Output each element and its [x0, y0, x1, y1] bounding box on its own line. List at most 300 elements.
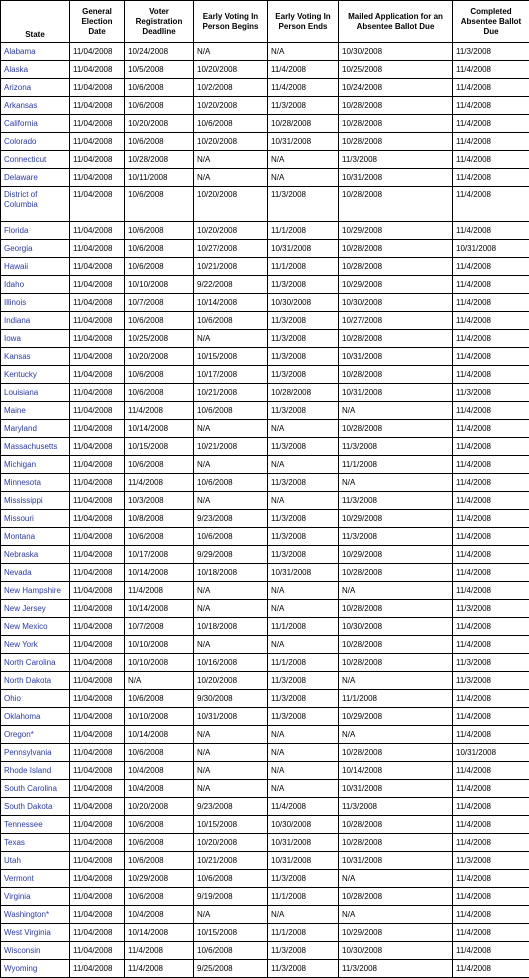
state-link[interactable]: Idaho — [4, 280, 24, 289]
election-date-cell: 11/04/2008 — [70, 312, 125, 330]
mailed-application-cell: 10/28/2008 — [339, 834, 453, 852]
state-link[interactable]: South Carolina — [4, 784, 57, 793]
table-row — [1, 222, 529, 240]
election-date-cell: 11/04/2008 — [70, 834, 125, 852]
table-header — [1, 1, 529, 43]
state-link[interactable]: Tennessee — [4, 820, 43, 829]
election-date-cell: 11/04/2008 — [70, 690, 125, 708]
early-voting-ends-cell: N/A — [268, 726, 339, 744]
election-date-cell: 11/04/2008 — [70, 402, 125, 420]
mailed-application-cell: 10/25/2008 — [339, 61, 453, 79]
election-date-cell: 11/04/2008 — [70, 492, 125, 510]
completed-absentee-cell: 11/4/2008 — [453, 222, 529, 240]
state-link[interactable]: Utah — [4, 856, 21, 865]
state-cell — [1, 618, 70, 636]
state-link[interactable]: Florida — [4, 226, 28, 235]
state-link[interactable]: West Virginia — [4, 928, 51, 937]
state-cell — [1, 169, 70, 187]
state-cell — [1, 906, 70, 924]
completed-absentee-cell: 11/4/2008 — [453, 798, 529, 816]
state-link[interactable]: Kentucky — [4, 370, 37, 379]
voter-registration-cell: 10/4/2008 — [125, 780, 194, 798]
early-voting-ends-cell: N/A — [268, 906, 339, 924]
state-link[interactable]: Minnesota — [4, 478, 41, 487]
early-voting-begins-cell: 10/15/2008 — [194, 816, 268, 834]
early-voting-begins-cell: 9/30/2008 — [194, 690, 268, 708]
voter-registration-cell: 10/10/2008 — [125, 654, 194, 672]
completed-absentee-cell: 11/4/2008 — [453, 258, 529, 276]
state-link[interactable]: Illinois — [4, 298, 26, 307]
early-voting-ends-cell: 10/31/2008 — [268, 852, 339, 870]
voter-registration-cell: 10/4/2008 — [125, 906, 194, 924]
mailed-application-cell: N/A — [339, 402, 453, 420]
voter-registration-cell: 10/14/2008 — [125, 564, 194, 582]
state-cell — [1, 474, 70, 492]
voter-registration-cell: 10/6/2008 — [125, 97, 194, 115]
voter-registration-cell: 10/6/2008 — [125, 816, 194, 834]
state-link[interactable]: Alaska — [4, 65, 28, 74]
mailed-application-cell: N/A — [339, 474, 453, 492]
completed-absentee-cell: 11/4/2008 — [453, 618, 529, 636]
header-state: State — [1, 1, 70, 43]
state-link[interactable]: Ohio — [4, 694, 21, 703]
header-early-voting-ends: Early Voting In Person Ends — [268, 1, 339, 43]
state-link[interactable]: Montana — [4, 532, 35, 541]
table-row — [1, 816, 529, 834]
early-voting-begins-cell: N/A — [194, 762, 268, 780]
state-cell — [1, 402, 70, 420]
state-link[interactable]: North Carolina — [4, 658, 56, 667]
completed-absentee-cell: 11/4/2008 — [453, 61, 529, 79]
table-row — [1, 294, 529, 312]
state-cell — [1, 852, 70, 870]
completed-absentee-cell: 11/4/2008 — [453, 780, 529, 798]
table-row — [1, 636, 529, 654]
mailed-application-cell: 10/31/2008 — [339, 348, 453, 366]
voter-registration-cell: 10/10/2008 — [125, 276, 194, 294]
election-date-cell: 11/04/2008 — [70, 79, 125, 97]
election-date-cell: 11/04/2008 — [70, 456, 125, 474]
table-row — [1, 276, 529, 294]
early-voting-begins-cell: N/A — [194, 420, 268, 438]
early-voting-ends-cell: 11/3/2008 — [268, 528, 339, 546]
mailed-application-cell: 10/28/2008 — [339, 636, 453, 654]
mailed-application-cell: 10/28/2008 — [339, 330, 453, 348]
election-date-cell: 11/04/2008 — [70, 240, 125, 258]
state-link[interactable]: Mississippi — [4, 496, 43, 505]
voter-registration-cell: 11/4/2008 — [125, 402, 194, 420]
mailed-application-cell: 10/31/2008 — [339, 384, 453, 402]
state-cell — [1, 672, 70, 690]
early-voting-ends-cell: 11/3/2008 — [268, 708, 339, 726]
voter-registration-cell: 10/20/2008 — [125, 115, 194, 133]
election-date-cell: 11/04/2008 — [70, 672, 125, 690]
table-row — [1, 618, 529, 636]
state-cell — [1, 654, 70, 672]
early-voting-begins-cell: 10/6/2008 — [194, 528, 268, 546]
completed-absentee-cell: 11/4/2008 — [453, 870, 529, 888]
voter-registration-cell: 10/6/2008 — [125, 384, 194, 402]
early-voting-begins-cell: 10/20/2008 — [194, 133, 268, 151]
state-link[interactable]: Iowa — [4, 334, 21, 343]
mailed-application-cell: 10/31/2008 — [339, 852, 453, 870]
table-row — [1, 852, 529, 870]
early-voting-ends-cell: 11/4/2008 — [268, 798, 339, 816]
mailed-application-cell: 11/3/2008 — [339, 528, 453, 546]
table-row — [1, 438, 529, 456]
voter-registration-cell: 10/4/2008 — [125, 762, 194, 780]
mailed-application-cell: 10/24/2008 — [339, 79, 453, 97]
completed-absentee-cell: 11/3/2008 — [453, 384, 529, 402]
state-cell — [1, 816, 70, 834]
table-row — [1, 240, 529, 258]
completed-absentee-cell: 11/3/2008 — [453, 600, 529, 618]
mailed-application-cell: N/A — [339, 582, 453, 600]
state-link[interactable]: Michigan — [4, 460, 36, 469]
early-voting-ends-cell: 11/3/2008 — [268, 870, 339, 888]
state-link[interactable]: Louisiana — [4, 388, 38, 397]
early-voting-begins-cell: 10/6/2008 — [194, 474, 268, 492]
mailed-application-cell: 10/29/2008 — [339, 708, 453, 726]
election-date-cell: 11/04/2008 — [70, 330, 125, 348]
mailed-application-cell: 11/1/2008 — [339, 456, 453, 474]
mailed-application-cell: 10/29/2008 — [339, 546, 453, 564]
state-link[interactable]: Arkansas — [4, 101, 37, 110]
state-cell — [1, 600, 70, 618]
completed-absentee-cell: 11/4/2008 — [453, 564, 529, 582]
election-date-cell: 11/04/2008 — [70, 169, 125, 187]
state-cell — [1, 420, 70, 438]
state-cell — [1, 330, 70, 348]
early-voting-begins-cell: 9/22/2008 — [194, 276, 268, 294]
mailed-application-cell: 10/29/2008 — [339, 222, 453, 240]
early-voting-ends-cell: 10/31/2008 — [268, 240, 339, 258]
early-voting-ends-cell: N/A — [268, 43, 339, 61]
completed-absentee-cell: 11/4/2008 — [453, 960, 529, 978]
voter-registration-cell: 10/7/2008 — [125, 294, 194, 312]
early-voting-ends-cell: 10/31/2008 — [268, 133, 339, 151]
early-voting-ends-cell: 11/3/2008 — [268, 672, 339, 690]
mailed-application-cell: 10/28/2008 — [339, 744, 453, 762]
state-link[interactable]: New York — [4, 640, 38, 649]
table-row — [1, 492, 529, 510]
early-voting-ends-cell: 10/31/2008 — [268, 834, 339, 852]
state-link[interactable]: Hawaii — [4, 262, 28, 271]
voter-registration-cell: 11/4/2008 — [125, 474, 194, 492]
state-cell — [1, 43, 70, 61]
election-date-cell: 11/04/2008 — [70, 366, 125, 384]
mailed-application-cell: 11/3/2008 — [339, 798, 453, 816]
state-link[interactable]: Maryland — [4, 424, 37, 433]
state-link[interactable]: Pennsylvania — [4, 748, 52, 757]
state-cell — [1, 708, 70, 726]
election-date-cell: 11/04/2008 — [70, 420, 125, 438]
state-link[interactable]: Connecticut — [4, 155, 46, 164]
early-voting-begins-cell: 10/15/2008 — [194, 348, 268, 366]
completed-absentee-cell: 11/4/2008 — [453, 169, 529, 187]
voter-registration-cell: 10/10/2008 — [125, 636, 194, 654]
election-date-cell: 11/04/2008 — [70, 438, 125, 456]
mailed-application-cell: 10/28/2008 — [339, 420, 453, 438]
mailed-application-cell: 10/14/2008 — [339, 762, 453, 780]
state-cell — [1, 384, 70, 402]
early-voting-begins-cell: 9/19/2008 — [194, 888, 268, 906]
state-cell — [1, 942, 70, 960]
table-body — [1, 43, 529, 978]
state-link[interactable]: Georgia — [4, 244, 32, 253]
early-voting-ends-cell: 11/3/2008 — [268, 330, 339, 348]
election-date-cell: 11/04/2008 — [70, 636, 125, 654]
state-cell — [1, 834, 70, 852]
early-voting-begins-cell: N/A — [194, 600, 268, 618]
table-row — [1, 582, 529, 600]
state-link[interactable]: Wyoming — [4, 964, 37, 973]
early-voting-ends-cell: N/A — [268, 456, 339, 474]
mailed-application-cell: N/A — [339, 870, 453, 888]
voter-registration-cell: 10/11/2008 — [125, 169, 194, 187]
early-voting-ends-cell: N/A — [268, 636, 339, 654]
election-date-cell: 11/04/2008 — [70, 924, 125, 942]
early-voting-begins-cell: 10/2/2008 — [194, 79, 268, 97]
state-link[interactable]: North Dakota — [4, 676, 51, 685]
state-link[interactable]: Missouri — [4, 514, 34, 523]
state-link[interactable]: Kansas — [4, 352, 31, 361]
state-link[interactable]: Indiana — [4, 316, 30, 325]
voter-registration-cell: 10/6/2008 — [125, 240, 194, 258]
completed-absentee-cell: 10/31/2008 — [453, 744, 529, 762]
mailed-application-cell: 10/28/2008 — [339, 133, 453, 151]
election-date-cell: 11/04/2008 — [70, 510, 125, 528]
early-voting-begins-cell: 10/20/2008 — [194, 187, 268, 222]
state-link[interactable]: South Dakota — [4, 802, 52, 811]
table-row — [1, 115, 529, 133]
election-date-cell: 11/04/2008 — [70, 618, 125, 636]
state-link[interactable]: Nevada — [4, 568, 32, 577]
early-voting-ends-cell: N/A — [268, 169, 339, 187]
election-date-cell: 11/04/2008 — [70, 780, 125, 798]
early-voting-ends-cell: 11/4/2008 — [268, 61, 339, 79]
mailed-application-cell: 10/30/2008 — [339, 618, 453, 636]
early-voting-ends-cell: N/A — [268, 582, 339, 600]
mailed-application-cell: 11/3/2008 — [339, 151, 453, 169]
completed-absentee-cell: 11/4/2008 — [453, 762, 529, 780]
voter-registration-cell: 10/6/2008 — [125, 366, 194, 384]
early-voting-begins-cell: 10/14/2008 — [194, 294, 268, 312]
mailed-application-cell: 10/31/2008 — [339, 169, 453, 187]
early-voting-ends-cell: 11/3/2008 — [268, 942, 339, 960]
voter-registration-cell: 10/14/2008 — [125, 726, 194, 744]
mailed-application-cell: 11/3/2008 — [339, 438, 453, 456]
early-voting-begins-cell: N/A — [194, 492, 268, 510]
voter-registration-cell: 10/6/2008 — [125, 528, 194, 546]
completed-absentee-cell: 11/4/2008 — [453, 151, 529, 169]
election-date-cell: 11/04/2008 — [70, 528, 125, 546]
state-cell — [1, 456, 70, 474]
early-voting-begins-cell: 9/23/2008 — [194, 510, 268, 528]
election-date-cell: 11/04/2008 — [70, 474, 125, 492]
state-link[interactable]: California — [4, 119, 38, 128]
early-voting-begins-cell: 10/20/2008 — [194, 834, 268, 852]
voter-registration-cell: 10/6/2008 — [125, 888, 194, 906]
early-voting-begins-cell: N/A — [194, 636, 268, 654]
mailed-application-cell: 11/1/2008 — [339, 690, 453, 708]
state-link[interactable]: Oregon* — [4, 730, 34, 739]
state-link[interactable]: Colorado — [4, 137, 36, 146]
early-voting-begins-cell: 9/23/2008 — [194, 798, 268, 816]
state-cell — [1, 546, 70, 564]
state-link[interactable]: New Jersey — [4, 604, 46, 613]
table-row — [1, 474, 529, 492]
early-voting-ends-cell: 11/3/2008 — [268, 187, 339, 222]
election-date-cell: 11/04/2008 — [70, 258, 125, 276]
election-date-cell: 11/04/2008 — [70, 888, 125, 906]
mailed-application-cell: 10/28/2008 — [339, 564, 453, 582]
election-date-cell: 11/04/2008 — [70, 798, 125, 816]
state-cell — [1, 636, 70, 654]
mailed-application-cell: N/A — [339, 726, 453, 744]
mailed-application-cell: 10/29/2008 — [339, 276, 453, 294]
state-cell — [1, 151, 70, 169]
early-voting-ends-cell: 11/1/2008 — [268, 654, 339, 672]
state-link[interactable]: District of Columbia — [4, 190, 38, 209]
state-cell — [1, 510, 70, 528]
state-link[interactable]: New Mexico — [4, 622, 48, 631]
table-row — [1, 43, 529, 61]
voter-registration-cell: 10/7/2008 — [125, 618, 194, 636]
completed-absentee-cell: 11/4/2008 — [453, 294, 529, 312]
election-date-cell: 11/04/2008 — [70, 222, 125, 240]
early-voting-ends-cell: N/A — [268, 762, 339, 780]
completed-absentee-cell: 11/4/2008 — [453, 133, 529, 151]
mailed-application-cell: 10/28/2008 — [339, 888, 453, 906]
mailed-application-cell: 10/28/2008 — [339, 816, 453, 834]
election-date-cell: 11/04/2008 — [70, 43, 125, 61]
voter-registration-cell: 10/29/2008 — [125, 870, 194, 888]
voter-registration-cell: 10/25/2008 — [125, 330, 194, 348]
early-voting-ends-cell: N/A — [268, 420, 339, 438]
state-cell — [1, 79, 70, 97]
early-voting-ends-cell: 11/1/2008 — [268, 888, 339, 906]
voter-registration-cell: 11/4/2008 — [125, 960, 194, 978]
election-date-cell: 11/04/2008 — [70, 744, 125, 762]
early-voting-ends-cell: 11/1/2008 — [268, 258, 339, 276]
early-voting-begins-cell: 10/18/2008 — [194, 564, 268, 582]
completed-absentee-cell: 11/4/2008 — [453, 115, 529, 133]
early-voting-ends-cell: 11/3/2008 — [268, 474, 339, 492]
table-row — [1, 420, 529, 438]
state-link[interactable]: Wisconsin — [4, 946, 40, 955]
state-cell — [1, 258, 70, 276]
early-voting-begins-cell: 10/6/2008 — [194, 870, 268, 888]
state-link[interactable]: Alabama — [4, 47, 36, 56]
election-date-cell: 11/04/2008 — [70, 133, 125, 151]
election-date-cell: 11/04/2008 — [70, 151, 125, 169]
election-date-cell: 11/04/2008 — [70, 870, 125, 888]
state-link[interactable]: Texas — [4, 838, 25, 847]
state-link[interactable]: Massachusetts — [4, 442, 57, 451]
header-early-voting-begins: Early Voting In Person Begins — [194, 1, 268, 43]
table-row — [1, 960, 529, 978]
early-voting-begins-cell: 10/6/2008 — [194, 402, 268, 420]
early-voting-begins-cell: 10/17/2008 — [194, 366, 268, 384]
state-link[interactable]: Vermont — [4, 874, 34, 883]
completed-absentee-cell: 11/4/2008 — [453, 402, 529, 420]
state-link[interactable]: Arizona — [4, 83, 31, 92]
early-voting-ends-cell: 10/30/2008 — [268, 294, 339, 312]
table-row — [1, 528, 529, 546]
early-voting-begins-cell: 10/21/2008 — [194, 438, 268, 456]
voter-registration-cell: 10/6/2008 — [125, 456, 194, 474]
completed-absentee-cell: 11/4/2008 — [453, 420, 529, 438]
early-voting-begins-cell: N/A — [194, 780, 268, 798]
state-link[interactable]: New Hampshire — [4, 586, 61, 595]
election-date-cell: 11/04/2008 — [70, 852, 125, 870]
early-voting-begins-cell: N/A — [194, 726, 268, 744]
voter-registration-cell: 10/6/2008 — [125, 79, 194, 97]
state-cell — [1, 564, 70, 582]
voter-registration-cell: 10/6/2008 — [125, 744, 194, 762]
header-voter-registration: Voter Registration Deadline — [125, 1, 194, 43]
early-voting-begins-cell: 10/21/2008 — [194, 852, 268, 870]
state-link[interactable]: Nebraska — [4, 550, 38, 559]
header-mailed-application: Mailed Application for an Absentee Ballot Due — [339, 1, 453, 43]
voter-registration-cell: 11/4/2008 — [125, 582, 194, 600]
state-link[interactable]: Washington* — [4, 910, 49, 919]
table-row — [1, 924, 529, 942]
header-row — [1, 1, 529, 43]
completed-absentee-cell: 11/4/2008 — [453, 690, 529, 708]
state-link[interactable]: Maine — [4, 406, 26, 415]
voter-registration-cell: 10/6/2008 — [125, 187, 194, 222]
election-date-cell: 11/04/2008 — [70, 546, 125, 564]
mailed-application-cell: 10/31/2008 — [339, 780, 453, 798]
state-link[interactable]: Rhode Island — [4, 766, 51, 775]
state-cell — [1, 366, 70, 384]
mailed-application-cell: 10/29/2008 — [339, 510, 453, 528]
early-voting-begins-cell: N/A — [194, 744, 268, 762]
state-link[interactable]: Oklahoma — [4, 712, 40, 721]
state-cell — [1, 582, 70, 600]
table-row — [1, 546, 529, 564]
voter-registration-cell: 10/20/2008 — [125, 348, 194, 366]
completed-absentee-cell: 11/4/2008 — [453, 474, 529, 492]
early-voting-begins-cell: 10/20/2008 — [194, 97, 268, 115]
early-voting-begins-cell: N/A — [194, 43, 268, 61]
table-row — [1, 510, 529, 528]
early-voting-begins-cell: 10/31/2008 — [194, 708, 268, 726]
voter-registration-cell: 10/3/2008 — [125, 492, 194, 510]
table-row — [1, 133, 529, 151]
completed-absentee-cell: 11/4/2008 — [453, 456, 529, 474]
voter-registration-cell: 10/24/2008 — [125, 43, 194, 61]
mailed-application-cell: 10/28/2008 — [339, 97, 453, 115]
mailed-application-cell: 10/28/2008 — [339, 240, 453, 258]
early-voting-ends-cell: 11/3/2008 — [268, 366, 339, 384]
state-link[interactable]: Delaware — [4, 173, 38, 182]
early-voting-begins-cell: 10/16/2008 — [194, 654, 268, 672]
table-row — [1, 366, 529, 384]
state-link[interactable]: Virginia — [4, 892, 31, 901]
state-cell — [1, 312, 70, 330]
state-cell — [1, 870, 70, 888]
mailed-application-cell: 10/28/2008 — [339, 187, 453, 222]
completed-absentee-cell: 11/3/2008 — [453, 654, 529, 672]
table-row — [1, 726, 529, 744]
completed-absentee-cell: 11/4/2008 — [453, 366, 529, 384]
voter-registration-cell: 10/6/2008 — [125, 852, 194, 870]
early-voting-begins-cell: 10/6/2008 — [194, 942, 268, 960]
early-voting-ends-cell: N/A — [268, 780, 339, 798]
